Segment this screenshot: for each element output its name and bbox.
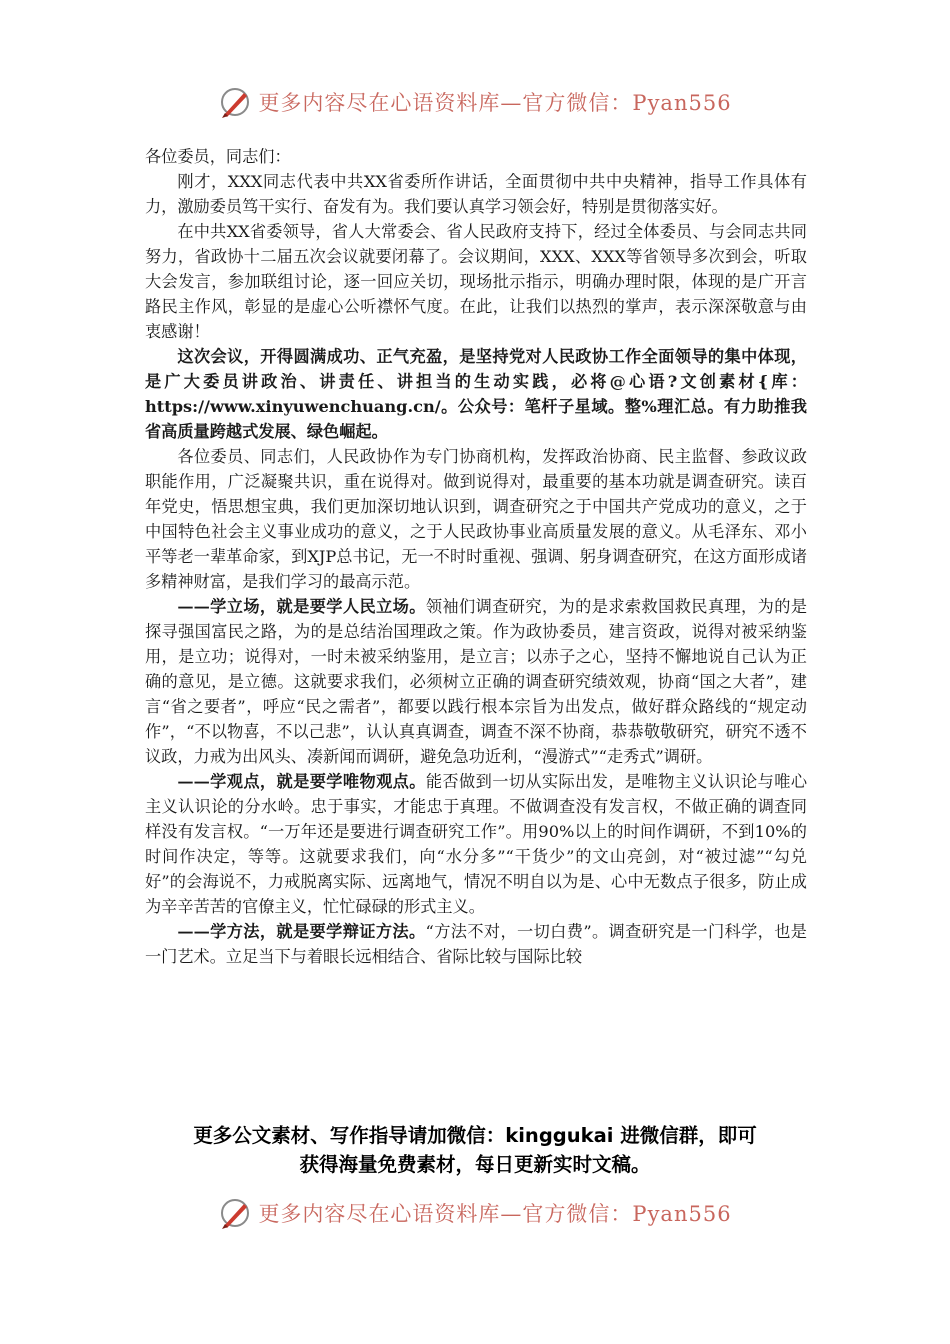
promo-notice xyxy=(0,1121,950,1179)
paragraph-5-text: 领袖们调查研究，为的是求索救国救民真理，为的是探寻强国富民之路，为的是总结治国理政之策。作为政协委员，建言资政，说得对被采纳鉴用，是立功；说得对，一时未被采纳鉴用，是立言；以赤子之心，坚持不懈地说自己认为正确的意见，是立德。这就要求我们，必须树立正确的调查研究绩效观，协商“国之大者”，建言“省之要者”，呼应“民之需者”，都要以践行根本宗旨为出发点，做好群众路线的“规定动作”，“不以物喜，不以己悲”，认认真真调查，调查不深不协商，恭恭敬敬研究，研究不透不议政，力戒为出风头、凑新闻而调研，避免急功近利，“漫游式”“走秀式”调研。 xyxy=(145,597,808,766)
paragraph-4-text: 各位委员、同志们，人民政协作为专门协商机构，发挥政治协商、民主监督、参政议政职能作用，广泛凝聚共识，重在说得对。做到说得对，最重要的基本功就是调查研究。读百年党史，悟思想宝典，我们更加深切地认识到，调查研究之于中国共产党成功的意义，之于中国特色社会主义事业成功的意义，之于人民政协事业高质量发展的意义。从毛泽东、邓小平等老一辈革命家，到XJP总书记，无一不时时重视、强调、躬身调查研究，在这方面形成诸多精神财富，是我们学习的最高示范。 xyxy=(145,447,807,591)
paragraph-6 xyxy=(145,769,807,919)
footer-banner-text: 更多内容尽在心语资料库—官方微信：Pyan556 xyxy=(258,1202,732,1226)
paragraph-7-lead: ——学方法，就是要学辩证方法。 xyxy=(177,922,426,941)
paragraph-5 xyxy=(145,594,807,769)
paragraph-1 xyxy=(145,169,807,219)
paragraph-4 xyxy=(145,444,807,594)
paragraph-2-text: 在中共XX省委领导，省人大常委会、省人民政府支持下，经过全体委员、与会同志共同努力，省政协十二届五次会议就要闭幕了。会议期间，XXX、XXX等省领导多次到会，听取大会发言，参加联组讨论，逐一回应关切，现场批示指示，明确办理时限，体现的是广开言路民主作风，彰显的是虚心公听襟怀气度。在此，让我们以热烈的掌声，表示深深敬意与由衷感谢！ xyxy=(145,222,807,341)
promo-line-1: 更多公文素材、写作指导请加微信：kinggukai 进微信群，即可 xyxy=(193,1124,757,1147)
document-body xyxy=(145,144,807,969)
paragraph-3-text: 这次会议，开得圆满成功、正气充盈，是坚持党对人民政协工作全面领导的集中体现，是广大委员讲政治、讲责任、讲担当的生动实践，必将@心语?文创素材{库：https://www.xinyuwenchuang.cn/。公众号：笔杆子星域。整%理汇总。有力助推我省高质量跨越式发展、绿色崛起。 xyxy=(145,347,807,441)
paragraph-3 xyxy=(145,344,807,444)
paragraph-7-text: “方法不对，一切白费”。调查研究是一门科学，也是一门艺术。立足当下与着眼长远相结合、省际比较与国际比较 xyxy=(145,922,807,966)
pen-logo-icon xyxy=(218,85,252,119)
header-banner-text: 更多内容尽在心语资料库—官方微信：Pyan556 xyxy=(258,91,732,115)
paragraph-2 xyxy=(145,219,807,344)
paragraph-6-text: 能否做到一切从实际出发，是唯物主义认识论与唯心主义认识论的分水岭。忠于事实，才能忠于真理。不做调查没有发言权，不做正确的调查同样没有发言权。“一万年还是要进行调查研究工作”。用90%以上的时间作调研，不到10%的时间作决定，等等。这就要求我们，向“水分多”“干货少”的文山亮剑，对“被过滤”“勾兑好”的会海说不，力戒脱离实际、远离地气，情况不明自以为是、心中无数点子很多，防止成为辛辛苦苦的官僚主义，忙忙碌碌的形式主义。 xyxy=(145,772,808,916)
pen-logo-icon xyxy=(218,1196,252,1230)
paragraph-5-lead: ——学立场，就是要学人民立场。 xyxy=(177,597,426,616)
paragraph-1-text: 刚才，XXX同志代表中共XX省委所作讲话，全面贯彻中共中央精神，指导工作具体有力，激励委员笃干实行、奋发有为。我们要认真学习领会好，特别是贯彻落实好。 xyxy=(145,172,807,216)
promo-line-2: 获得海量免费素材，每日更新实时文稿。 xyxy=(299,1153,651,1176)
header-banner xyxy=(0,82,950,122)
salutation: 各位委员，同志们： xyxy=(145,147,291,166)
paragraph-7 xyxy=(145,919,807,969)
paragraph-6-lead: ——学观点，就是要学唯物观点。 xyxy=(177,772,426,791)
footer-banner xyxy=(0,1193,950,1233)
